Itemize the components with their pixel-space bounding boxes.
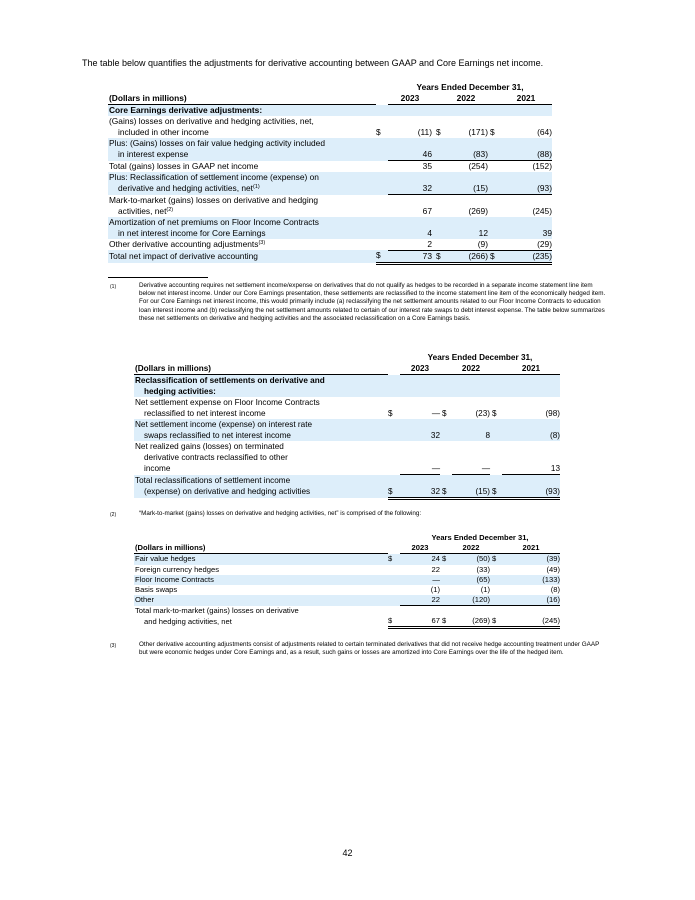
table1-value: (11): [417, 127, 432, 137]
table2-row-label: Net settlement income (expense) on interest rate: [134, 419, 388, 430]
footnote-2-mark: (2): [110, 512, 117, 518]
dollar-sign: $: [388, 486, 400, 499]
table3-year-2022: 2022: [452, 543, 490, 554]
table1-value: 2: [388, 239, 432, 251]
page-number: 42: [342, 848, 353, 858]
table3-year-2021: 2021: [502, 543, 560, 554]
table1-value: 12: [444, 228, 488, 239]
footnote-3-mark: (3): [110, 643, 117, 649]
table2-section-title: hedging activities:: [134, 386, 388, 397]
table1-value: (93): [500, 183, 552, 195]
table3-row-label: Foreign currency hedges: [135, 564, 219, 574]
table1-row-label: activities, net$^{(2)}$: [118, 205, 174, 216]
dollar-sign: $: [490, 486, 502, 499]
table1-row-label: derivative and hedging activities, net$^{(1)}$: [108, 183, 376, 195]
table3-value: (49): [546, 564, 560, 574]
dollar-sign: $: [388, 616, 400, 628]
table1-year-2023: 2023: [388, 93, 432, 105]
table3-value: (50): [452, 554, 490, 565]
footnote-3-text: Other derivative accounting adjustments consist of adjustments related to certain terminated derivatives that did not receive hedge accounting treatment under GAAP but were economic hedges under Core Earnings and, as a result, such gains or losses are amortized into Core Earnings over the life of the hedged item.: [139, 641, 600, 657]
table1-year-2021: 2021: [500, 93, 552, 105]
dollar-sign: $: [440, 616, 452, 628]
table3-row-label: Floor Income Contracts: [134, 575, 388, 585]
table3-value: (269): [452, 616, 490, 628]
derivative-adjustments-table: [108, 82, 552, 265]
table1-value: 32: [388, 183, 432, 195]
table1-value: (152): [532, 161, 552, 171]
dollar-sign: $: [388, 409, 393, 418]
table1-row-label: in net interest income for Core Earnings: [108, 228, 376, 239]
table3-value: (33): [476, 564, 490, 574]
table3-row-label: Fair value hedges: [134, 554, 388, 565]
table2-value: (98): [545, 409, 560, 418]
table1-row-label: in interest expense: [108, 149, 376, 161]
table1-row-label: Total net impact of derivative accounting: [108, 250, 376, 263]
table2-value: —: [431, 409, 440, 418]
table3-years-header: Years Ended December 31,: [431, 533, 529, 542]
table3-value: 67: [400, 616, 440, 628]
table2-row-label: Net realized gains (losses) on terminated: [135, 442, 284, 451]
table2-row-label: Net settlement expense on Floor Income Contracts: [135, 398, 320, 407]
table1-value: 4: [388, 228, 432, 239]
table1-year-2022: 2022: [444, 93, 488, 105]
footnote-1-mark: (1): [110, 284, 117, 290]
settlement-reclassification-table: [134, 352, 560, 500]
table2-value: (8): [502, 430, 560, 441]
table1-row-label: included in other income: [118, 127, 209, 137]
table3-value: 24: [400, 554, 440, 565]
dollar-sign: $: [490, 127, 495, 137]
table3-year-2023: 2023: [400, 543, 440, 554]
table2-value: (23): [475, 409, 490, 418]
table1-value: (269): [468, 205, 488, 216]
table1-value: 46: [388, 149, 432, 161]
table1-value: 73: [388, 250, 432, 263]
table2-row-label: swaps reclassified to net interest income: [134, 430, 388, 441]
table2-row-label: reclassified to net interest income: [144, 409, 266, 418]
dollar-sign: $: [388, 554, 400, 565]
table3-row-label: Basis swaps: [135, 585, 178, 595]
dollar-sign: $: [436, 127, 441, 137]
table1-value: 67: [422, 205, 432, 216]
table2-year-2023: 2023: [400, 363, 440, 375]
table2-value: —: [452, 463, 490, 475]
table2-years-header: Years Ended December 31,: [427, 353, 533, 362]
table2-year-2022: 2022: [452, 363, 490, 375]
table1-row-label: Total (gains) losses in GAAP net income: [109, 160, 259, 171]
table2-year-2021: 2021: [502, 363, 560, 375]
dollar-sign: $: [492, 409, 497, 418]
table1-value: (235): [500, 250, 552, 263]
table3-unit-label: (Dollars in millions): [134, 543, 388, 554]
table1-row-label: Mark-to-market (gains) losses on derivative and hedging: [109, 194, 319, 205]
table1-value: (29): [500, 239, 552, 251]
table1-value: (9): [444, 239, 488, 251]
table1-row-label: Amortization of net premiums on Floor Income Contracts: [108, 217, 376, 228]
table2-value: (15): [452, 486, 490, 499]
table1-row-label: Plus: (Gains) losses on fair value hedging activity included: [108, 138, 376, 149]
table1-value: (15): [444, 183, 488, 195]
table3-value: (1): [430, 585, 440, 595]
table3-value: (133): [502, 575, 560, 585]
table1-row-label: Plus: Reclassification of settlement income (expense) on: [108, 172, 376, 183]
table3-value: (245): [502, 616, 560, 628]
table3-value: 22: [431, 564, 440, 574]
table1-value: (171): [468, 127, 488, 137]
dollar-sign: $: [490, 616, 502, 628]
dollar-sign: $: [440, 554, 452, 565]
table3-value: —: [400, 575, 440, 585]
table1-value: (266): [444, 250, 488, 263]
dollar-sign: $: [442, 409, 447, 418]
footnote-divider: [108, 277, 208, 278]
table1-value: 35: [422, 161, 432, 171]
table2-row-label: derivative contracts reclassified to other: [144, 453, 288, 462]
table2-row-label: income: [144, 464, 171, 474]
table1-value: (83): [444, 149, 488, 161]
table3-row-label: Other: [134, 595, 388, 606]
table1-value: (245): [532, 205, 552, 216]
table2-row-label: Total reclassifications of settlement income: [134, 475, 388, 486]
table1-unit-label: (Dollars in millions): [108, 93, 376, 105]
dollar-sign: $: [488, 250, 500, 263]
table2-value: 32: [400, 486, 440, 499]
table1-value: 39: [500, 228, 552, 239]
footnote-1-text: Derivative accounting requires net settlement income/expense on derivatives that do not qualify as hedges to be recorded in a separate income statement line item below net interest income. Under our Core Earnings presentation, these settlements are reclassified to the income statement line item of the economically hedged item. For our Core Earnings net interest income, this would primarily include (a) reclassifying the net settlement amounts related to our Floor Income Contracts to education loan interest income and (b) reclassifying the net settlement amounts related to certain of our interest rate swaps to debt interest expense. The table below summarizes these net settlements on derivative and hedging activities and the associated reclassification on a Core Earnings basis.: [139, 282, 606, 322]
table1-value: (64): [537, 127, 552, 137]
table2-value: (93): [502, 486, 560, 499]
table3-value: (8): [550, 585, 560, 595]
dollar-sign: $: [432, 250, 444, 263]
dollar-sign: $: [376, 250, 388, 263]
footnote-2-text: “Mark-to-market (gains) losses on derivative and hedging activities, net” is comprised of the following:: [139, 510, 422, 517]
table3-value: (120): [452, 595, 490, 606]
dollar-sign: $: [376, 127, 381, 137]
table3-row-label: Total mark-to-market (gains) losses on derivative: [135, 605, 299, 615]
mark-to-market-table: [134, 533, 560, 629]
dollar-sign: $: [440, 486, 452, 499]
table1-row-label: Other derivative accounting adjustments$^{(3)}$: [109, 238, 266, 249]
table3-value: (16): [502, 595, 560, 606]
dollar-sign: $: [490, 554, 502, 565]
table3-row-label: and hedging activities, net: [144, 616, 232, 626]
table2-unit-label: (Dollars in millions): [134, 363, 388, 375]
table2-value: 32: [400, 430, 440, 441]
table1-row-label: (Gains) losses on derivative and hedging activities, net,: [109, 116, 314, 126]
table1-years-header: Years Ended December 31,: [416, 82, 524, 92]
table3-value: (65): [452, 575, 490, 585]
table2-value: —: [400, 463, 440, 475]
table2-value: 8: [452, 430, 490, 441]
table1-value: (254): [468, 161, 488, 171]
table2-value: 13: [502, 463, 560, 475]
table1-value: (88): [500, 149, 552, 161]
table3-value: (39): [502, 554, 560, 565]
table2-row-label: (expense) on derivative and hedging activities: [134, 486, 388, 499]
intro-text: The table below quantifies the adjustments for derivative accounting between GAAP and Core Earnings net income.: [82, 58, 544, 68]
table3-value: (1): [480, 585, 490, 595]
table3-value: 22: [400, 595, 440, 606]
table2-section-title: Reclassification of settlements on derivative and: [134, 375, 388, 387]
table1-section-title: Core Earnings derivative adjustments:: [108, 105, 376, 117]
